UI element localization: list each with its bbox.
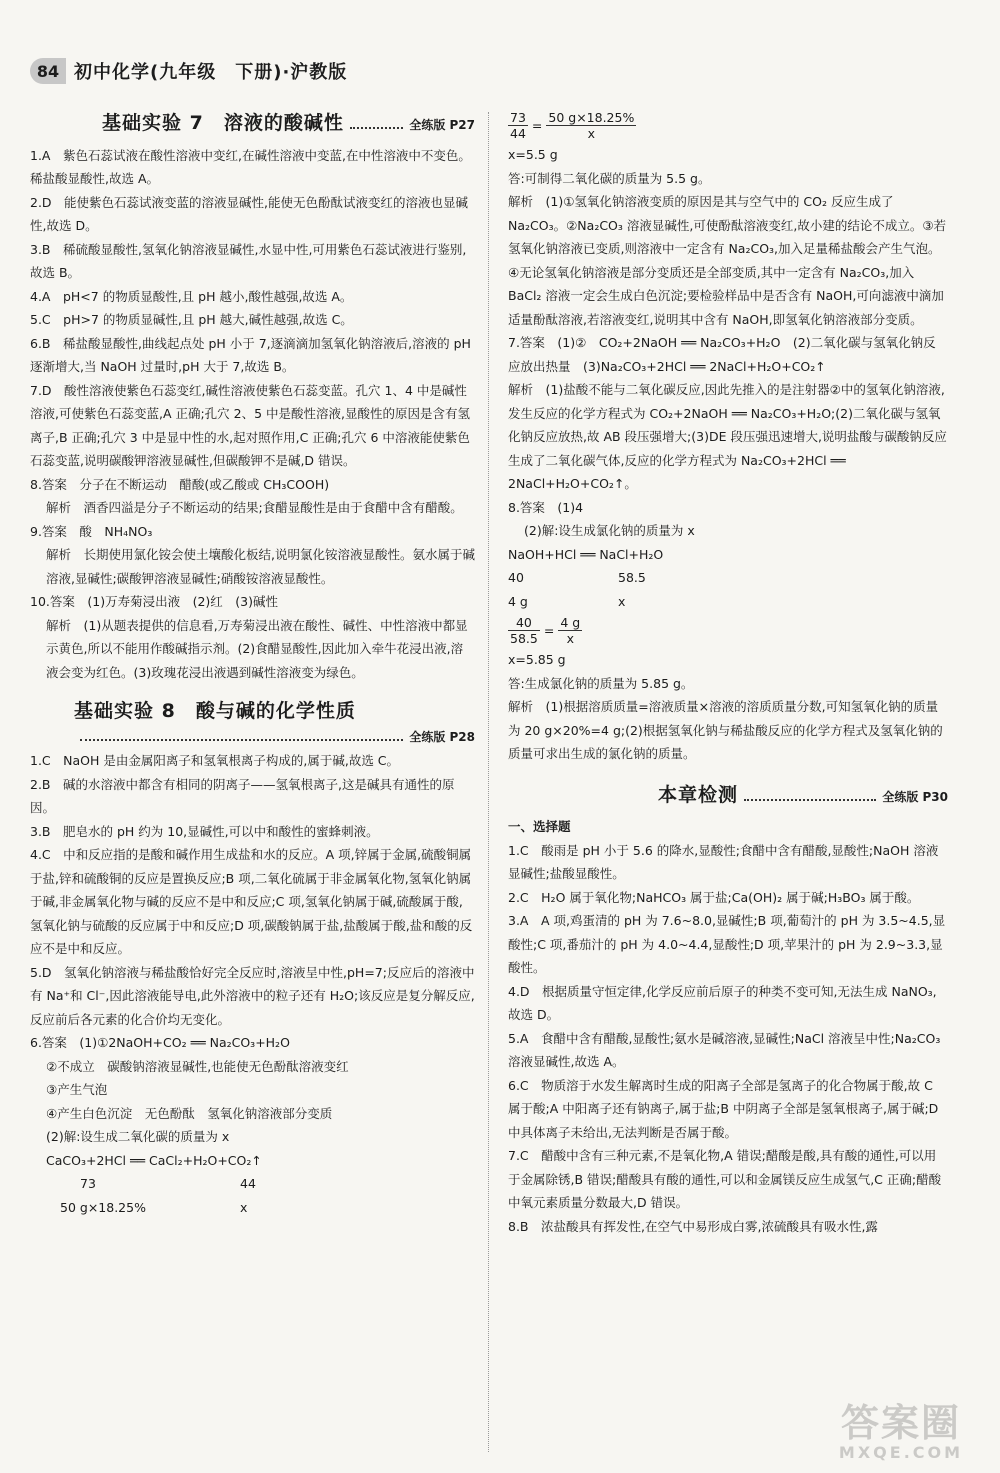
column-divider <box>488 112 489 1452</box>
answer-item: 10.答案 (1)万寿菊浸出液 (2)红 (3)碱性 <box>30 594 278 609</box>
section-title-chapter-test: 本章检测 全练版 P30 <box>658 783 948 806</box>
answer-line: ②不成立 碳酸钠溶液显碱性,也能使无色酚酞溶液变红 <box>46 1058 349 1074</box>
section-title-experiment-8: 基础实验 8 酸与碱的化学性质 <box>74 700 356 722</box>
answer-item: 7.C 醋酸中含有三种元素,不是氧化物,A 错误;醋酸是酸,具有酸的通性,可以用于金属除锈,B 错误;醋酸具有酸的通性,可以和金属镁反应生成氢气,C 正确;醋酸中氧元素质量分数最大,D 错误。 <box>508 1148 942 1210</box>
site-watermark: 答案圈 MXQE.COM <box>838 1401 964 1462</box>
analysis-text: 解析 酒香四溢是分子不断运动的结果;食醋显酸性是由于食醋中含有醋酸。 <box>46 500 463 515</box>
analysis-text: 解析 (1)①氢氧化钠溶液变质的原因是其与空气中的 CO₂ 反应生成了 Na₂CO₃。②Na₂CO₃ 溶液显碱性,可使酚酞溶液变红,故小建的结论不成立。③若氢氧化钠溶液已变质,则溶液中一定含有 Na₂CO₃,加入足量稀盐酸会产生气泡。④无论氢氧化钠溶液是部分变质还是全部变质,其中一定含有 Na₂CO₃,加入 BaCl₂ 溶液一定会生成白色沉淀;要检验样品中是否含有 NaOH,可向滤液中滴加适量酚酞溶液,若溶液变红,说明其中含有 NaOH,即氢氧化钠溶液部分变质。 <box>508 194 947 327</box>
right-column <box>508 108 948 1238</box>
answer-item: 4.A pH<7 的物质显酸性,且 pH 越小,酸性越强,故选 A。 <box>30 288 353 304</box>
given-mass-row: 50 g×18.25% x <box>60 1199 248 1215</box>
answer-item: 2.C H₂O 属于氧化物;NaHCO₃ 属于盐;Ca(OH)₂ 属于碱;H₃BO₃ 属于酸。 <box>508 889 920 905</box>
answer-item: 3.B 稀硫酸显酸性,氢氧化钠溶液显碱性,水显中性,可用紫色石蕊试液进行鉴别,故选 B。 <box>30 241 467 280</box>
answer-item: 1.C NaOH 是由金属阳离子和氢氧根离子构成的,属于碱,故选 C。 <box>30 753 400 768</box>
answer-line: ③产生气泡 <box>46 1082 108 1097</box>
answer-item: 2.B 碱的水溶液中都含有相同的阴离子——氢氧根离子,这是碱具有通性的原因。 <box>30 776 455 815</box>
answer-item: 5.D 氢氧化钠溶液与稀盐酸恰好完全反应时,溶液呈中性,pH=7;反应后的溶液中有 Na⁺和 Cl⁻,因此溶液能导电,此外溶液中的粒子还有 H₂O;该反应是复分解反应,反应前后各元素的化合价均无变化。 <box>30 964 475 1027</box>
answer-item: 8.答案 (1)4 <box>508 499 584 515</box>
page-header <box>30 58 347 84</box>
analysis-text: 解析 长期使用氯化铵会使土壤酸化板结,说明氯化铵溶液显酸性。氨水属于碱溶液,显碱性;碳酸钾溶液显碱性;硝酸铵溶液显酸性。 <box>46 547 475 586</box>
answer-line: (2)解:设生成氯化钠的质量为 x <box>524 523 695 538</box>
answer-line: ④产生白色沉淀 无色酚酞 氢氧化钠溶液部分变质 <box>46 1105 333 1121</box>
left-column <box>30 108 475 1219</box>
section-2-answers <box>30 749 475 1219</box>
answer-item: 6.C 物质溶于水发生解离时生成的阳离子全部是氢离子的化合物属于酸,故 C 属于酸;A 中阳离子还有钠离子,属于盐;B 中阴离子全部是氢氧根离子,属于碱;D 中具体离子未给出,无法判断是否属于酸。 <box>508 1077 939 1140</box>
proportion-equation: $\frac{73}{44}$ = $\frac{50 g\times 18.25\%}{x}$ <box>510 110 635 141</box>
answer-line: (2)解:设生成二氧化碳的质量为 x <box>46 1129 230 1144</box>
equation-line: NaOH+HCl ══ NaCl+H₂O <box>508 546 664 562</box>
answer-item: 3.B 肥皂水的 pH 约为 10,显碱性,可以中和酸性的蜜蜂刺液。 <box>30 823 379 839</box>
book-title: 初中化学(九年级 下册)·沪教版 <box>74 62 348 83</box>
answer-item: 7.答案 (1)② CO₂+2NaOH ══ Na₂CO₃+H₂O (2)二氧化碳与氢氧化钠反应放出热量 (3)Na₂CO₃+2HCl ══ 2NaCl+H₂O+CO₂↑ <box>508 335 936 374</box>
answer-item: 5.A 食醋中含有醋酸,显酸性;氨水是碱溶液,显碱性;NaCl 溶液呈中性;Na₂CO₃ 溶液显碱性,故选 A。 <box>508 1030 941 1069</box>
answer-item: 1.A 紫色石蕊试液在酸性溶液中变红,在碱性溶液中变蓝,在中性溶液中不变色。稀盐酸显酸性,故选 A。 <box>30 147 471 186</box>
molar-mass-row: 40 58.5 <box>508 570 646 585</box>
page-number: 84 <box>30 58 66 84</box>
answer-line: 答:可制得二氧化碳的质量为 5.5 g。 <box>508 170 711 186</box>
answer-item: 3.A A 项,鸡蛋清的 pH 为 7.6~8.0,显碱性;B 项,葡萄汁的 pH 为 3.5~4.5,显酸性;C 项,番茄汁的 pH 为 4.0~4.4,显酸性;D 项,苹果汁的 pH 为 2.9~3.3,显酸性。 <box>508 913 946 975</box>
proportion-equation: $\frac{40}{58.5}$ = $\frac{4 g}{x}$ <box>510 615 581 646</box>
answer-line: 答:生成氯化钠的质量为 5.85 g。 <box>508 675 694 691</box>
answer-item: 1.C 酸雨是 pH 小于 5.6 的降水,显酸性;食醋中含有醋酸,显酸性;NaOH 溶液显碱性;盐酸显酸性。 <box>508 842 939 881</box>
answer-item: 9.答案 酸 NH₄NO₃ <box>30 523 153 539</box>
answer-item: 4.C 中和反应指的是酸和碱作用生成盐和水的反应。A 项,锌属于金属,硫酸铜属于盐,锌和硫酸铜的反应是置换反应;B 项,二氧化硫属于非金属氧化物,氢氧化钠属于碱,非金属氧化物与碱的反应不是中和反应;C 项,氢氧化钠属于碱,硫酸属于酸,氢氧化钠与硫酸的反应属于中和反应;D 项,碳酸钠属于盐,盐酸属于酸,盐和酸的反应不是中和反应。 <box>30 847 473 956</box>
analysis-text: 解析 (1)根据溶质质量=溶液质量×溶液的溶质质量分数,可知氢氧化钠的质量为 20 g×20%=4 g;(2)根据氢氧化钠与稀盐酸反应的化学方程式及氢氧化钠的质量可求出生成的氯化钠的质量。 <box>508 699 943 761</box>
equation-line: CaCO₃+2HCl ══ CaCl₂+H₂O+CO₂↑ <box>46 1152 262 1168</box>
analysis-text: 解析 (1)盐酸不能与二氧化碳反应,因此先推入的是注射器②中的氢氧化钠溶液,发生反应的化学方程式为 CO₂+2NaOH ══ Na₂CO₃+H₂O;(2)二氧化碳与氢氧化钠反应放热,故 AB 段压强增大;(3)DE 段压强迅速增大,说明盐酸与碳酸钠反应生成了二氧化碳气体,反应的化学方程式为 Na₂CO₃+2HCl ══ 2NaCl+H₂O+CO₂↑。 <box>508 382 947 491</box>
analysis-text: 解析 (1)从题表提供的信息看,万寿菊浸出液在酸性、碱性、中性溶液中都显示黄色,所以不能用作酸碱指示剂。(2)食醋显酸性,因此加入牵牛花浸出液,溶液会变为红色。(3)玫瑰花浸出液遇到碱性溶液变为绿色。 <box>46 617 468 680</box>
question-category: 一、选择题 <box>508 819 571 834</box>
answer-line: x=5.85 g <box>508 652 566 667</box>
section-title-experiment-7: 基础实验 7 溶液的酸碱性 全练版 P27 <box>102 112 475 134</box>
answer-item: 5.C pH>7 的物质显碱性,且 pH 越大,碱性越强,故选 C。 <box>30 312 353 327</box>
answer-item: 4.D 根据质量守恒定律,化学反应前后原子的种类不变可知,无法生成 NaNO₃,故选 D。 <box>508 983 937 1022</box>
answer-item: 7.D 酸性溶液使紫色石蕊变红,碱性溶液使紫色石蕊变蓝。孔穴 1、4 中是碱性溶液,可使紫色石蕊变蓝,A 正确;孔穴 2、5 中是酸性溶液,显酸性的原因是含有氢离子,B 正确;孔穴 3 中是显中性的水,起对照作用,C 正确;孔穴 6 中溶液能使紫色石蕊变蓝,说明碳酸钾溶液显碱性,但碳酸钾不是碱,D 错误。 <box>30 382 471 468</box>
answer-line: x=5.5 g <box>508 147 558 162</box>
molar-mass-row: 73 44 <box>80 1176 256 1191</box>
answer-item: 8.B 浓盐酸具有挥发性,在空气中易形成白雾,浓硫酸具有吸水性,露 <box>508 1218 878 1234</box>
answer-item: 6.答案 (1)①2NaOH+CO₂ ══ Na₂CO₃+H₂O <box>30 1035 290 1050</box>
given-mass-row: 4 g x <box>508 593 626 609</box>
section-ref-row: 全练版 P28 <box>30 726 475 750</box>
section-1-answers <box>30 144 475 685</box>
answer-item: 6.B 稀盐酸显酸性,曲线起点处 pH 小于 7,逐滴滴加氢氧化钠溶液后,溶液的 pH 逐渐增大,当 NaOH 过量时,pH 大于 7,故选 B。 <box>30 335 471 374</box>
answer-item: 8.答案 分子在不断运动 醋酸(或乙酸或 CH₃COOH) <box>30 476 330 492</box>
answer-item: 2.D 能使紫色石蕊试液变蓝的溶液显碱性,能使无色酚酞试液变红的溶液也显碱性,故选 D。 <box>30 194 469 233</box>
